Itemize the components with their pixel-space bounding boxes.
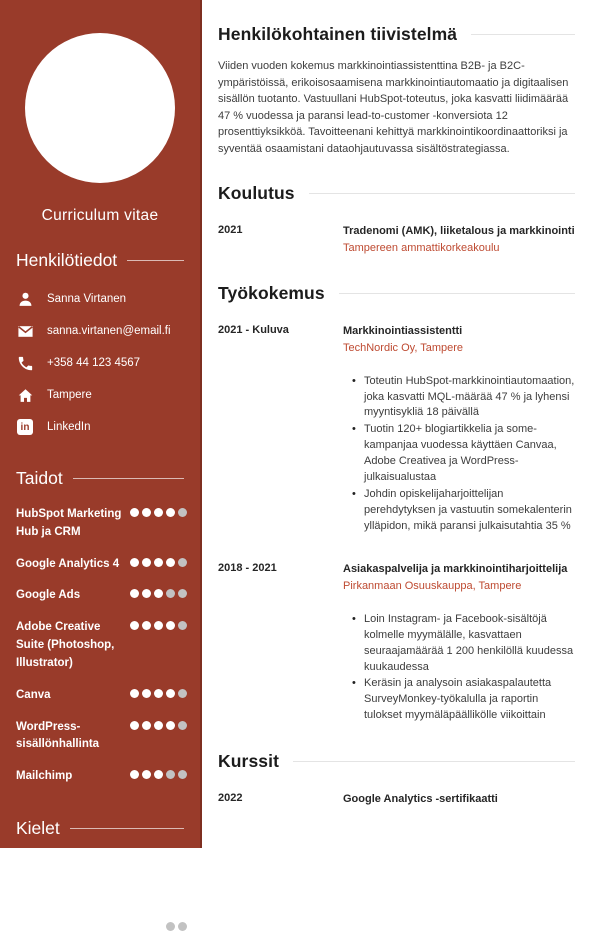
home-icon bbox=[16, 386, 34, 404]
heading-rule bbox=[70, 828, 184, 829]
skill-row bbox=[0, 680, 200, 712]
experience-org: TechNordic Oy, Tampere bbox=[343, 342, 464, 355]
language-name: Ruotsi bbox=[16, 921, 52, 934]
experience-bullet: • Tuotin 120+ blogiartikkelia ja some-kampanjaa vuodessa käyttäen Canvaa, Adobe Creativea ja WordPress-julkaisualustaa bbox=[364, 422, 575, 486]
language-rating bbox=[127, 858, 187, 867]
skill-name: HubSpot Marketing Hub ja CRM bbox=[16, 508, 122, 538]
cv-title: Curriculum vitae bbox=[41, 207, 159, 224]
language-row bbox=[0, 913, 200, 944]
skill-rating bbox=[127, 589, 187, 598]
contact-name-text: Sanna Virtanen bbox=[47, 293, 127, 305]
summary-heading-label: Henkilökohtainen tiivistelmä bbox=[218, 24, 458, 44]
skill-rating bbox=[127, 621, 187, 630]
experience-period: 2018 - 2021 bbox=[218, 561, 277, 574]
contact-item-location bbox=[0, 379, 200, 411]
skill-name: Google Analytics 4 bbox=[16, 557, 120, 570]
heading-rule bbox=[309, 193, 575, 194]
heading-rule bbox=[127, 260, 184, 261]
skill-name: Google Ads bbox=[16, 589, 81, 602]
courses-section-heading bbox=[218, 751, 575, 772]
languages-section-heading bbox=[16, 818, 184, 839]
contact-phone-text: +358 44 123 4567 bbox=[47, 357, 141, 369]
language-row bbox=[0, 849, 200, 881]
experience-bullet: • Toteutin HubSpot-markkinointiautomaation, joka kasvatti MQL-määrää 47 % ja lyhensi myyntisykliä 18 päivällä bbox=[364, 374, 575, 422]
languages-heading-label: Kielet bbox=[16, 817, 60, 838]
courses-section bbox=[218, 751, 575, 807]
heading-rule bbox=[73, 478, 184, 479]
education-period: 2021 bbox=[218, 224, 243, 236]
course-period: 2022 bbox=[218, 792, 243, 805]
language-row bbox=[0, 881, 200, 913]
language-rating bbox=[127, 890, 187, 899]
courses-heading-label: Kurssit bbox=[218, 751, 279, 772]
skills-section-heading bbox=[16, 468, 184, 489]
skill-row bbox=[0, 612, 200, 679]
skill-rating bbox=[127, 721, 187, 730]
linkedin-icon: in bbox=[16, 418, 34, 436]
experience-title: Markkinointiassistentti bbox=[343, 324, 463, 337]
languages-list bbox=[0, 849, 200, 944]
skill-name: WordPress-sisällönhallinta bbox=[16, 720, 100, 751]
education-section-heading bbox=[218, 183, 575, 204]
skill-row bbox=[0, 712, 200, 762]
skill-rating bbox=[127, 689, 187, 698]
profile-photo-placeholder bbox=[25, 33, 175, 183]
skill-rating bbox=[127, 508, 187, 517]
skill-name: Canva bbox=[16, 688, 51, 701]
skill-rating bbox=[127, 770, 187, 779]
summary-text: Viiden vuoden kokemus markkinointiassistenttina B2B- ja B2C-ympäristöissä, erikoisosaamisena markkinointiautomaatio ja digitaalisen sisällön tuotanto. Vastuullani HubSpot-toteutus, joka kasvatti liidimäärää 47 % vuodessa ja paransi lead-to-customer -konversiota 12 prosenttiyksikköä. Tavoitteenani kehittyä markkinointikoordinaattoriksi ja syventää osaamistani dataohjautuvassa sisältöstrategiassa. bbox=[218, 60, 569, 155]
skill-name: Mailchimp bbox=[16, 770, 73, 783]
heading-rule bbox=[471, 34, 575, 35]
language-rating bbox=[127, 922, 187, 931]
contact-item-name bbox=[0, 283, 200, 315]
language-name: Suomi bbox=[16, 857, 52, 870]
contact-linkedin-text[interactable]: LinkedIn bbox=[47, 421, 91, 433]
experience-entry bbox=[218, 324, 575, 536]
language-name: Englanti bbox=[16, 889, 62, 902]
experience-bullet: • Johdin opiskelijaharjoittelijan perehdytyksen ja vastuutin somekalenterin ylläpidon, mikä paransi julkaisutahtia 35 % bbox=[364, 487, 575, 535]
contact-item-linkedin bbox=[0, 411, 200, 443]
course-entry bbox=[218, 792, 575, 807]
experience-title: Asiakaspalvelija ja markkinointiharjoittelija bbox=[343, 562, 568, 575]
skill-name: Adobe Creative Suite (Photoshop, Illustrator) bbox=[16, 621, 115, 669]
experience-bullet: • Keräsin ja analysoin asiakaspalautetta SurveyMonkey-työkalulla ja raportin tulokset myymäläpäällikölle viikoittain bbox=[364, 676, 575, 724]
experience-bullets bbox=[343, 612, 575, 725]
email-icon bbox=[16, 322, 34, 340]
education-org: Tampereen ammattikorkeakoulu bbox=[343, 242, 500, 255]
education-title: Tradenomi (AMK), liiketalous ja markkinointi bbox=[343, 225, 575, 237]
course-title: Google Analytics -sertifikaatti bbox=[343, 793, 498, 806]
summary-section-heading bbox=[218, 24, 575, 45]
heading-rule bbox=[339, 293, 575, 294]
contact-item-email bbox=[0, 315, 200, 347]
skill-rating bbox=[127, 558, 187, 567]
education-entry bbox=[218, 224, 575, 257]
skills-heading-label: Taidot bbox=[16, 468, 63, 488]
experience-bullet: • Loin Instagram- ja Facebook-sisältöjä kolmelle myymälälle, kasvattaen seuraajamäärää 1 200 henkilöllä kuudessa kuukaudessa bbox=[364, 612, 575, 676]
experience-section-heading bbox=[218, 283, 575, 304]
contact-heading-label: Henkilötiedot bbox=[16, 250, 118, 270]
experience-section bbox=[218, 283, 575, 726]
experience-entry bbox=[218, 562, 575, 725]
experience-org: Pirkanmaan Osuuskauppa, Tampere bbox=[343, 580, 522, 593]
sidebar bbox=[0, 0, 202, 934]
contact-item-phone bbox=[0, 347, 200, 379]
main-content bbox=[202, 0, 600, 848]
skill-row bbox=[0, 580, 200, 612]
contact-email-text[interactable]: sanna.virtanen@email.fi bbox=[47, 325, 171, 337]
skill-row bbox=[0, 549, 200, 581]
contact-section-heading bbox=[16, 250, 184, 271]
skill-row bbox=[0, 761, 200, 793]
experience-bullets bbox=[343, 374, 575, 535]
contact-location-text: Tampere bbox=[47, 389, 92, 401]
experience-heading-label: Työkokemus bbox=[218, 282, 325, 303]
education-heading-label: Koulutus bbox=[218, 183, 295, 203]
experience-period: 2021 - Kuluva bbox=[218, 323, 289, 336]
skills-list bbox=[0, 499, 200, 793]
education-section bbox=[218, 183, 575, 257]
contact-list bbox=[0, 283, 200, 443]
person-icon bbox=[16, 290, 34, 308]
skill-row bbox=[0, 499, 200, 549]
phone-icon bbox=[16, 354, 34, 372]
heading-rule bbox=[293, 761, 575, 762]
